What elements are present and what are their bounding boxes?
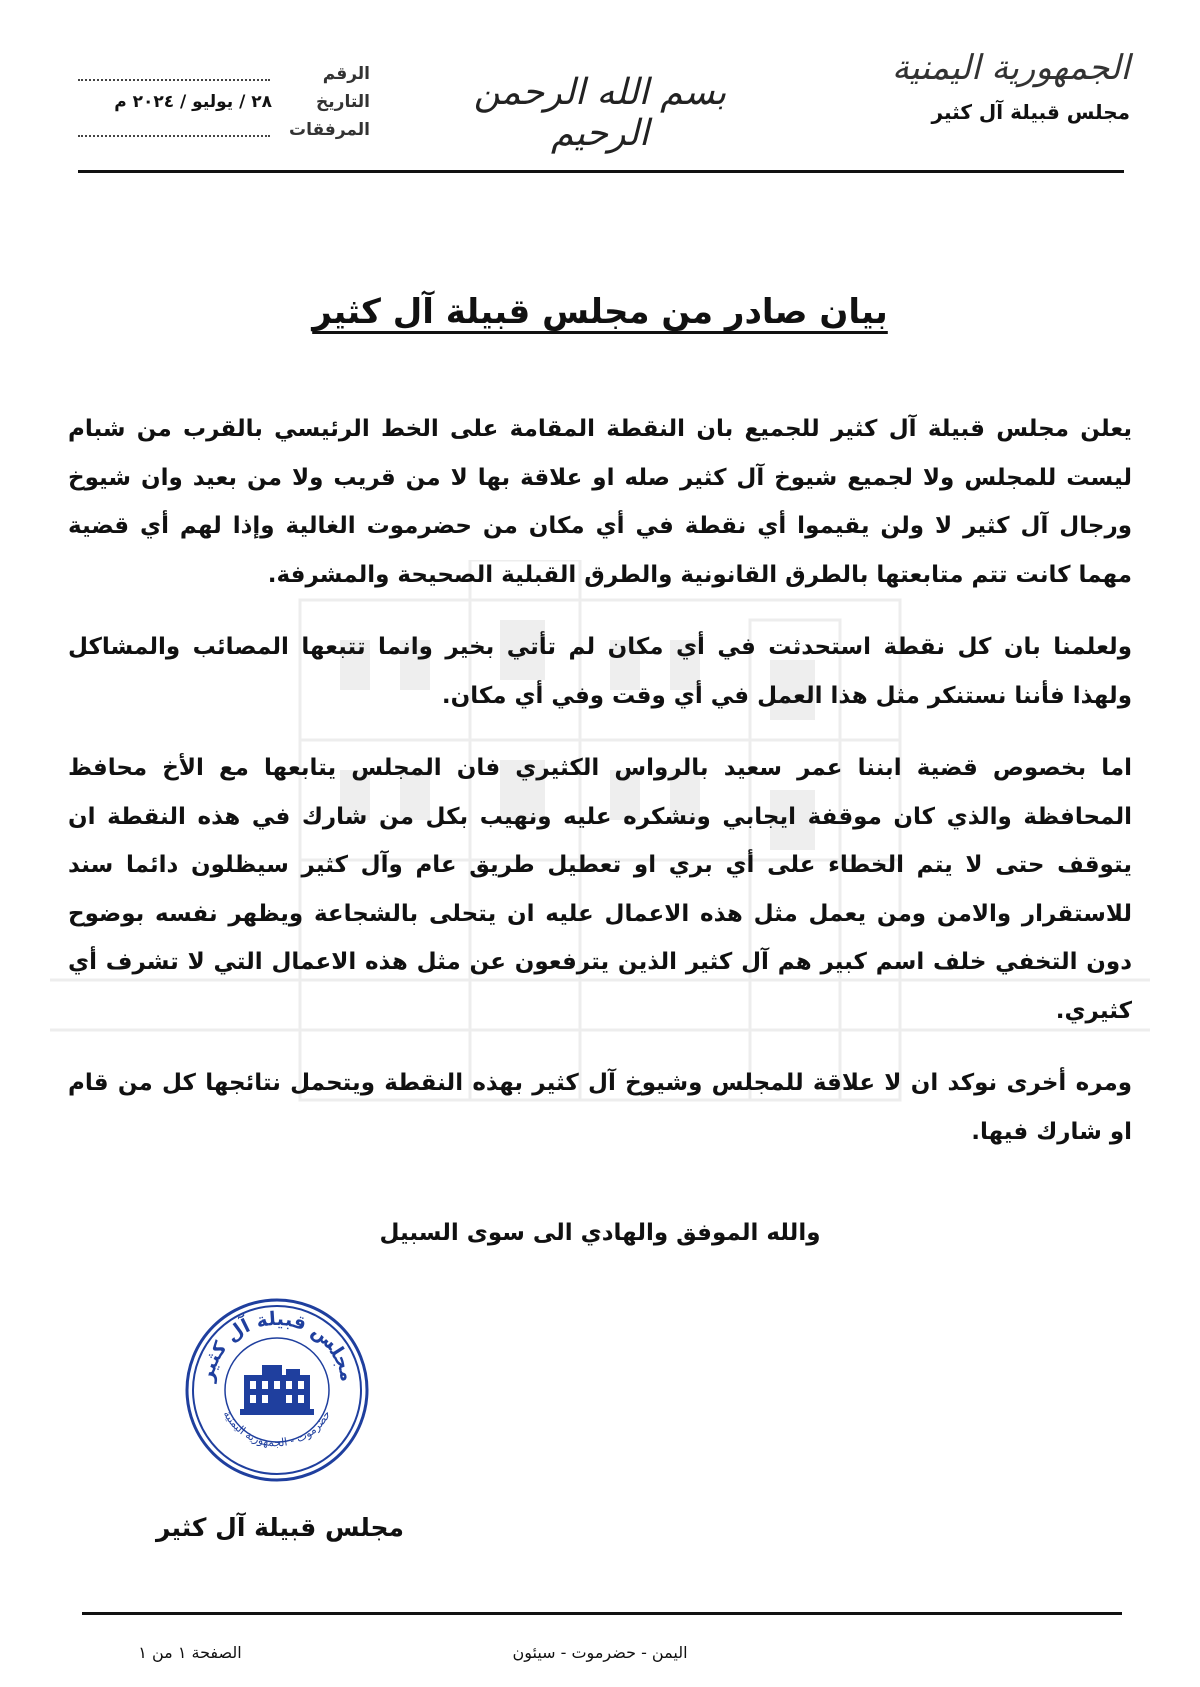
seal-bottom-text: حضرموت - الجمهورية اليمنية (220, 1408, 334, 1450)
paragraph-2: ولعلمنا بان كل نقطة استحدثت في أي مكان لم تأتي بخير وانما تتبعها المصائب والمشاكل ولهذا فأننا نستنكر مثل هذا العمل في أي وقت وفي أي مكان. (68, 634, 1132, 709)
date-label: التاريخ (316, 92, 370, 112)
seal-ring-text: مجلس قبيلة آل كثير (195, 1307, 359, 1384)
page-number: الصفحة ١ من ١ (138, 1643, 242, 1662)
number-blank (78, 67, 270, 81)
letterhead-institution (870, 48, 1130, 124)
footer-divider (82, 1612, 1122, 1615)
number-field (70, 60, 370, 88)
date-field (70, 88, 370, 116)
basmala: بسم الله الرحمن الرحيم (473, 72, 727, 154)
paragraph-4: ومره أخرى نوكد ان لا علاقة للمجلس وشيوخ آل كثير بهذه النقطة ويتحمل نتائجها كل من قام او شارك فيها. (68, 1070, 1132, 1145)
closing-line: والله الموفق والهادي الى سوى السبيل (379, 1220, 821, 1246)
council-name-header: مجلس قبيلة آل كثير (931, 100, 1130, 124)
statement-title: بيان صادر من مجلس قبيلة آل كثير (312, 292, 888, 332)
attachments-field (70, 116, 370, 144)
paragraph-1: يعلن مجلس قبيلة آل كثير للجميع بان النقطة المقامة على الخط الرئيسي بالقرب من شبام ليست للمجلس ولا لجميع شيوخ آل كثير صله او علاقة بها لا من قريب ولا من بعيد وان شيوخ ورجال آل كثير لا ولن يقيموا أي نقطة في أي مكان من حضرموت الغالية وإذا لهم أي قضية مهما كانت تتم متابعتها بالطرق القانونية والطرق القبلية الصحيحة والمشرفة. (68, 416, 1132, 588)
official-seal (182, 1295, 372, 1485)
signature-council-name: مجلس قبيلة آل كثير (155, 1513, 405, 1542)
paragraph-3: اما بخصوص قضية ابننا عمر سعيد بالرواس الكثيري فان المجلس يتابعها مع الأخ محافظ المحافظة والذي كان موقفة ايجابي ونشكره عليه ونهيب بكل من شارك في هذه النقطة ان يتوقف حتى لا يتم الخطاء على أي بري او تعطيل طريق عام وآل كثير سيظلون دائما سند للاستقرار والامن ومن يعمل مثل هذه الاعمال عليه ان يتحلى بالشجاعة ويظهر نفسه بوضوح دون التخفي خلف اسم كبير هم آل كثير الذين يترفعون عن مثل هذه الاعمال التي لا تشرف أي كثيري. (68, 755, 1132, 1024)
date-value: ٢٨ / يوليو / ٢٠٢٤ م (114, 92, 272, 112)
attachments-blank (78, 123, 270, 137)
header-divider (78, 170, 1124, 173)
number-label: الرقم (322, 64, 370, 84)
reference-fields (70, 60, 370, 144)
footer-address: اليمن - حضرموت - سيئون (512, 1643, 688, 1662)
statement-body (68, 405, 1132, 1180)
republic-name: الجمهورية اليمنية (891, 48, 1130, 88)
attachments-label: المرفقات (288, 120, 370, 140)
